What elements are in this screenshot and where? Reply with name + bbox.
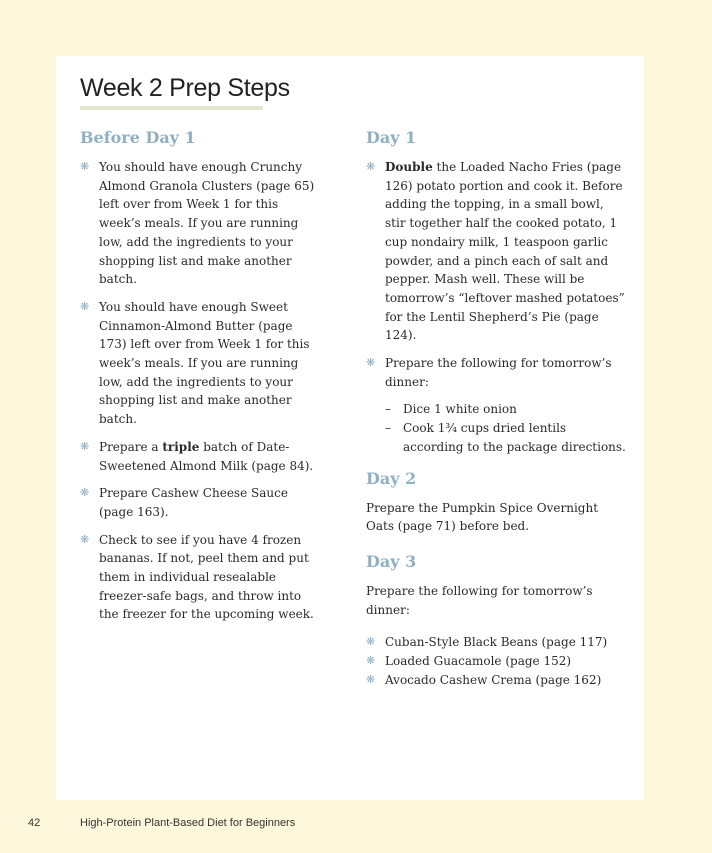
list-item: ❋ You should have enough Sweet Cinnamon-Almond Butter (page 173) left over from Week 1 for this week’s meals. If you are running low, add the ingredients to your shopping list and make another batch.	[80, 299, 310, 427]
asterisk-bullet-icon: ❋	[366, 160, 376, 173]
day3-list	[366, 633, 628, 689]
day1-list	[366, 158, 628, 391]
list-item: ❋ Double the Loaded Nacho Fries (page 126) potato portion and cook it. Before adding the topping, in a small bowl, stir together half the cooked potato, 1 cup nondairy milk, 1 teaspoon garlic powder, and a pinch each of salt and pepper. Mash well. These will be tomorrow’s “leftover mashed potatoes” for the Lentil Shepherd’s Pie (page 124).	[366, 160, 625, 343]
asterisk-bullet-icon: ❋	[366, 356, 376, 370]
day2-text: Prepare the Pumpkin Spice Overnight Oats (page 71) before bed.	[366, 500, 599, 534]
asterisk-bullet-icon: ❋	[80, 532, 90, 546]
asterisk-bullet-icon: ❋	[366, 635, 376, 649]
day3-heading: Day 3	[366, 551, 417, 571]
day3-text: Prepare the following for tomorrow’s dinner:	[366, 583, 593, 617]
asterisk-bullet-icon: ❋	[80, 160, 90, 173]
asterisk-bullet-icon: ❋	[366, 672, 376, 686]
sub-list-item: – Dice 1 white onion	[366, 400, 628, 419]
before-day1-column	[80, 126, 320, 633]
asterisk-bullet-icon: ❋	[80, 299, 90, 313]
dash-icon: –	[385, 402, 391, 417]
day1-heading: Day 1	[366, 128, 417, 147]
days-column	[366, 126, 628, 689]
day2-heading: Day 2	[366, 468, 417, 488]
dash-icon: –	[385, 421, 391, 436]
book-title: High-Protein Plant-Based Diet for Beginners	[80, 817, 296, 829]
asterisk-bullet-icon: ❋	[80, 439, 90, 453]
list-item: ❋ Avocado Cashew Crema (page 162)	[366, 671, 628, 690]
list-item: ❋ Check to see if you have 4 frozen bananas. If not, peel them and put them in individual resealable freezer-safe bags, and throw into the freezer for the upcoming week.	[80, 532, 314, 622]
sub-list-item: – Cook 1¾ cups dried lentils according to the package directions.	[385, 421, 626, 454]
content-page	[56, 56, 644, 800]
page-number: 42	[28, 817, 41, 829]
before-day1-list	[80, 158, 320, 624]
list-item: ❋ Prepare a triple batch of Date-Sweetened Almond Milk (page 84).	[80, 439, 314, 473]
list-item: ❋ You should have enough Crunchy Almond Granola Clusters (page 65) left over from Week 1 for this week’s meals. If you are running low, add the ingredients to your shopping list and make another batch.	[80, 160, 315, 287]
list-item: ❋ Cuban-Style Black Beans (page 117)	[366, 633, 628, 652]
list-item: ❋ Loaded Guacamole (page 152)	[366, 652, 628, 671]
list-item: ❋ Prepare Cashew Cheese Sauce (page 163).	[80, 486, 288, 519]
asterisk-bullet-icon: ❋	[80, 486, 90, 500]
page-title: Week 2 Prep Steps	[80, 74, 290, 102]
title-underline	[80, 106, 263, 110]
asterisk-bullet-icon: ❋	[366, 654, 376, 668]
list-item: ❋ Prepare the following for tomorrow’s dinner:	[366, 356, 612, 389]
before-day1-heading: Before Day 1	[80, 128, 196, 147]
day1-sub-list	[366, 400, 628, 456]
